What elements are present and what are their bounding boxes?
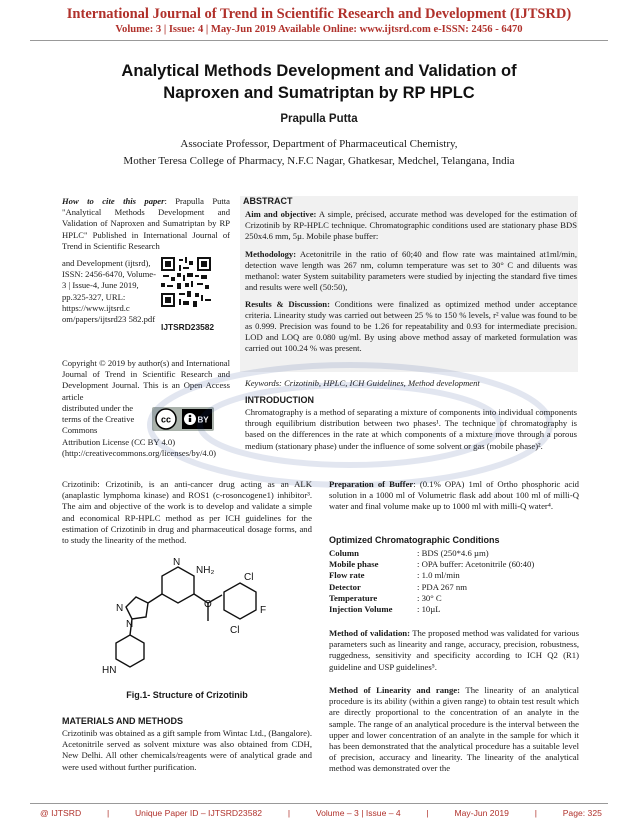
license-text: distributed under the terms of the Creative Commons <box>62 403 135 436</box>
condition-value: : 1.0 ml/min <box>417 570 460 581</box>
footer-divider <box>30 803 608 804</box>
molecule-label-n-3: N <box>126 619 134 630</box>
affiliation-line-1: Associate Professor, Department of Pharmaceutical Chemistry, <box>180 138 458 150</box>
molecule-label-cl-2: Cl <box>230 625 240 636</box>
linearity-paragraph <box>329 685 579 775</box>
footer-page: Page: 325 <box>562 808 602 818</box>
buffer-label: Preparation of Buffer <box>329 479 414 489</box>
footer-sep: | <box>534 808 537 818</box>
footer-sep: | <box>287 808 291 818</box>
molecule-label-o: O <box>204 599 212 610</box>
results-text: Conditions were finalized as optimized method under acceptance criteria. Linearity study was carried out between 25 % to 150 % levels, r² value was found to be as 0.999. Precision was found to be 1.26 for repeatability and 0.93 for intermediate precision. LOD and LOQ are 0.080 ug/ml. By using above method assay of marketed formulation was carried out 100.24 % was present. <box>245 299 577 354</box>
condition-key: Temperature <box>329 592 378 603</box>
condition-value: : 10µL <box>417 604 441 615</box>
abstract-results <box>245 299 577 354</box>
cc-badge-label: cc <box>160 414 172 425</box>
methodology-text: Acetonitrile in the ratio of 60;40 and flow rate was maintained at1ml/min, detection wave length was 267 nm, column temperature was set to 30° C and diluents was methanol: water System suitability parameters were studied by injecting the standard five times and results were well (50:50), <box>245 249 577 293</box>
affiliation-line-2: Mother Teresa College of Pharmacy, N.F.C Nagar, Ghatkesar, Medchel, Telangana, India <box>123 155 515 167</box>
abstract-methodology <box>245 249 577 293</box>
crizotinib-structure-diagram <box>90 555 270 685</box>
molecule-label-cl: Cl <box>244 572 254 583</box>
condition-key: Detector <box>329 581 361 592</box>
citation-intro: : Prapulla Putta "Analytical Methods Development and Validation of Naproxen and Sumatriptan by RP HPLC" Published in International Journal of Trend in Scientific Research <box>62 196 230 251</box>
journal-title: International Journal of Trend in Scientific Research and Development (IJTSRD) <box>66 6 572 22</box>
header-divider <box>30 40 608 41</box>
condition-row <box>329 582 579 593</box>
citation-label: How to cite this paper <box>62 196 165 206</box>
abstract-heading: ABSTRACT <box>243 196 293 206</box>
author-name: Prapulla Putta <box>280 113 358 125</box>
validation-text: The proposed method was validated for various parameters such as linearity and range, accuracy, precision, robustness, ruggedness, sensitivity and specificity according to ICH Q2 (R1) guideline and USP guidelines⁵. <box>329 628 580 672</box>
footer-sep: | <box>106 808 110 818</box>
materials-paragraph: Crizotinib was obtained as a gift sample from Wintac Ltd., (Bangalore). Acetonitrile served as solvent mixture was also obtained from CDH, New Delhi. All other chemicals/reagents were of analytical grade and were used without further purification. <box>62 728 312 772</box>
results-label: Results & Discussion: <box>245 299 330 309</box>
conditions-table <box>329 548 579 615</box>
page-footer <box>40 808 602 818</box>
condition-row <box>329 548 579 559</box>
footer-paper-id: Unique Paper ID – IJTSRD23582 <box>134 808 263 818</box>
copyright-text: Copyright © 2019 by author(s) and International Journal of Trend in Scientific Research and Development Journal. This is an Open Access article <box>62 358 230 402</box>
condition-key: Mobile phase <box>329 559 379 570</box>
condition-row <box>329 570 579 581</box>
introduction-heading: INTRODUCTION <box>245 395 314 405</box>
molecule-label-n: N <box>173 557 181 568</box>
journal-info: Volume: 3 | Issue: 4 | May-Jun 2019 Available Online: www.ijtsrd.com e-ISSN: 2456 - 6470 <box>115 24 523 35</box>
introduction-text: Chromatography is a method of separating a mixture of components into individual components through equilibrium distribution between two phases¹. The technique of chromatography is based on the differences in the rate at which components of a mixture move through a porous medium (stationary phase) under the influence of some solvent or gas (mobile phase)². <box>245 407 577 451</box>
citation-text <box>62 196 230 252</box>
condition-row <box>329 559 579 570</box>
condition-row <box>329 604 579 615</box>
condition-value: : OPA buffer: Acetonitrile (60:40) <box>417 559 535 570</box>
paper-title-line-2: Naproxen and Sumatriptan by RP HPLC <box>163 84 475 102</box>
buffer-paragraph <box>329 479 579 513</box>
condition-value: : PDA 267 nm <box>417 581 467 592</box>
keywords: Keywords: Crizotinib, HPLC, ICH Guidelines, Method development <box>245 378 480 388</box>
aim-label: Aim and objective: <box>245 209 317 219</box>
paper-id: IJTSRD23582 <box>161 322 215 332</box>
crizotinib-paragraph: Crizotinib: Crizotinib, is an anti-cancer drug acting as an ALK (anaplastic lymphoma kinase) and ROS1 (c-rosoncogene1) inhibitor³. The aim and objective of the work is to develop and validate a simple and economical RP-HPLC method as per ICH guidelines for the estimation of Crizotinib in drug and pharmaceutical dosage forms, and to study the linearity of the method. <box>62 479 312 546</box>
condition-value: : 30° C <box>417 592 442 603</box>
molecule-label-nh2: NH₂ <box>196 565 215 576</box>
buffer-text: : (0.1% OPA) 1ml of Ortho phosphoric acid solution in a 1000 ml of Volumetric flask add about 100 ml of milli-Q water and final volume make up to 1000 ml with milli-Q water⁴. <box>329 479 579 512</box>
validation-paragraph <box>329 628 579 673</box>
abstract-aim <box>245 209 577 242</box>
molecule-label-n-2: N <box>116 603 124 614</box>
conditions-heading: Optimized Chromatographic Conditions <box>329 535 500 545</box>
condition-row <box>329 593 579 604</box>
validation-label: Method of validation: <box>329 628 411 638</box>
figure-caption: Fig.1- Structure of Crizotinib <box>126 690 248 700</box>
license-url[interactable]: Attribution License (CC BY 4.0) (http://creativecommons.org/licenses/by/4.0) <box>62 437 217 459</box>
materials-heading: MATERIALS AND METHODS <box>62 716 183 726</box>
paper-title <box>40 60 598 104</box>
aim-text: A simple, précised, accurate method was developed for the estimation of Crizotinib by RP-HPLC technique. Chromatographic conditions used are stationary phase BDS 250x4.6 mm, 5µ. Mobile phase buffer: <box>245 209 577 242</box>
condition-key: Column <box>329 548 359 558</box>
footer-journal: @ IJTSRD <box>40 808 82 818</box>
paper-title-line-1: Analytical Methods Development and Validation of <box>121 62 517 80</box>
by-badge-label: BY <box>197 415 209 425</box>
linearity-label: Method of Linearity and range: <box>329 685 461 695</box>
condition-key: Flow rate <box>329 570 365 581</box>
molecule-label-f: F <box>260 605 267 616</box>
qr-code-icon <box>161 257 211 307</box>
footer-sep: | <box>426 808 429 818</box>
methodology-label: Methodology: <box>245 249 297 259</box>
footer-volume: Volume – 3 | Issue – 4 <box>315 808 401 818</box>
footer-date: May-Jun 2019 <box>454 808 509 818</box>
condition-value: : BDS (250*4.6 µm) <box>417 548 489 558</box>
citation-details: and Development (ijtsrd), ISSN: 2456-6470, Volume-3 | Issue-4, June 2019, pp.325-327, URL: https://www.ijtsrd.c om/papers/ijtsrd23 582.pdf <box>62 258 156 325</box>
linearity-text: The linearity of an analytical procedure is its ability (within a given range) to obtain test result which are directly proportional to the concentration of an analyte in the sample. The range of an analytical procedure is the interval between the upper and lower concentration of an analyte in the sample for which it has been demonstrated that the analytical procedure has a suitable level of precision, accuracy and linearity. The linearity of the analytical method was demonstrated over the <box>329 685 580 774</box>
condition-key: Injection Volume <box>329 604 393 615</box>
molecule-label-hn: HN <box>102 665 117 676</box>
